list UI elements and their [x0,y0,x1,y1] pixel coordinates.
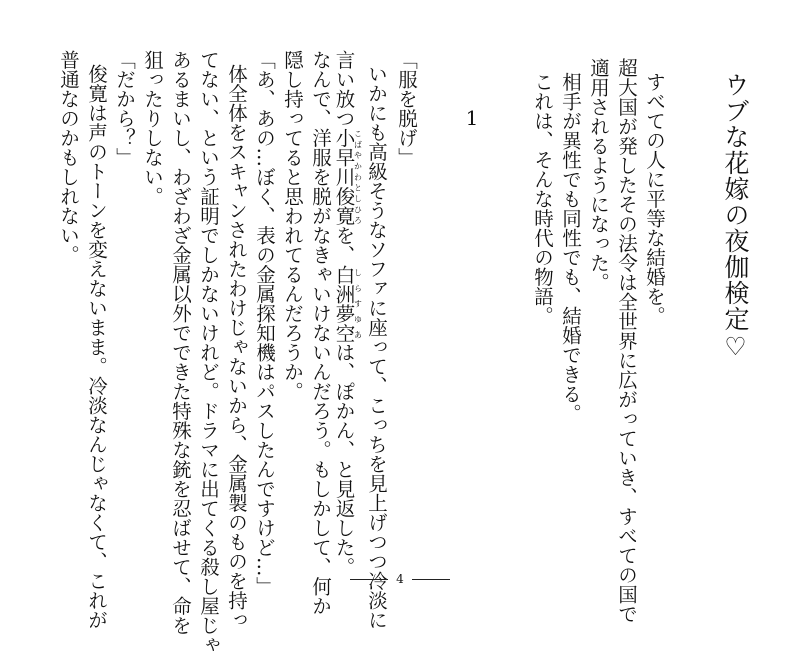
folio-rule-right [412,579,450,580]
body-text: を、 [332,225,356,265]
body-line: 狙ったりしない。 [141,50,164,206]
intro-line: 相手が異性でも同性でも、結婚できる。 [559,72,582,423]
body-text: は、ぽかん、と見返した。 [332,342,356,577]
body-line: 「だから？」 [113,50,136,167]
body-line-with-ruby [334,50,362,577]
page-number: 4 [396,572,404,586]
folio-rule-left [350,579,388,580]
body-line: いかにも高級そうなソファに座って、こっちを見上げつつ冷淡に [365,64,388,630]
intro-line: これは、そんな時代の物語。 [531,72,554,326]
body-line: 「服を脱げ」 [395,50,418,167]
page-footer [0,572,800,586]
body-line: てない、という証明でしかないけれど。ドラマに出てくる殺し屋じゃ [197,50,220,655]
ruby-name: 白洲夢空しらすゆあ [332,264,363,343]
body-line: あるまいし、わざわざ金属以外でできた特殊な銃を忍ばせて、命を [169,50,192,635]
body-line: 俊寛は声のトーンを変えないまま。冷淡なんじゃなくて、これが [85,64,108,630]
ruby-reading: しらすゆあ [353,264,363,343]
ruby-name: 小早川俊寛こばやかわとしひろ [332,128,363,226]
intro-line: 適用されるようになった。 [587,58,610,292]
body-line: 「あ、あの…ぼく、表の金属探知機はパスしたんですけど…」 [253,50,276,596]
ruby-reading: こばやかわとしひろ [353,128,363,226]
body-line: 隠し持ってると思われてるんだろうか。 [281,50,304,401]
intro-line: 超大国が発したその法令は全世界に広がっていき、すべての国で [615,58,638,624]
body-line: 普通なのかもしれない。 [57,50,80,265]
book-title: ウブな花嫁の夜伽検定♡ [721,72,750,362]
body-line: 体全体をスキャンされたわけじゃないから、金属製のものを持っ [225,64,248,630]
body-text: 言い放つ [332,50,356,128]
body-line: なんで、洋服を脱がなきゃいけないんだろう。もしかして、何か [309,50,332,616]
chapter-number: 1 [465,106,479,130]
intro-line: すべての人に平等な結婚を。 [643,72,666,326]
